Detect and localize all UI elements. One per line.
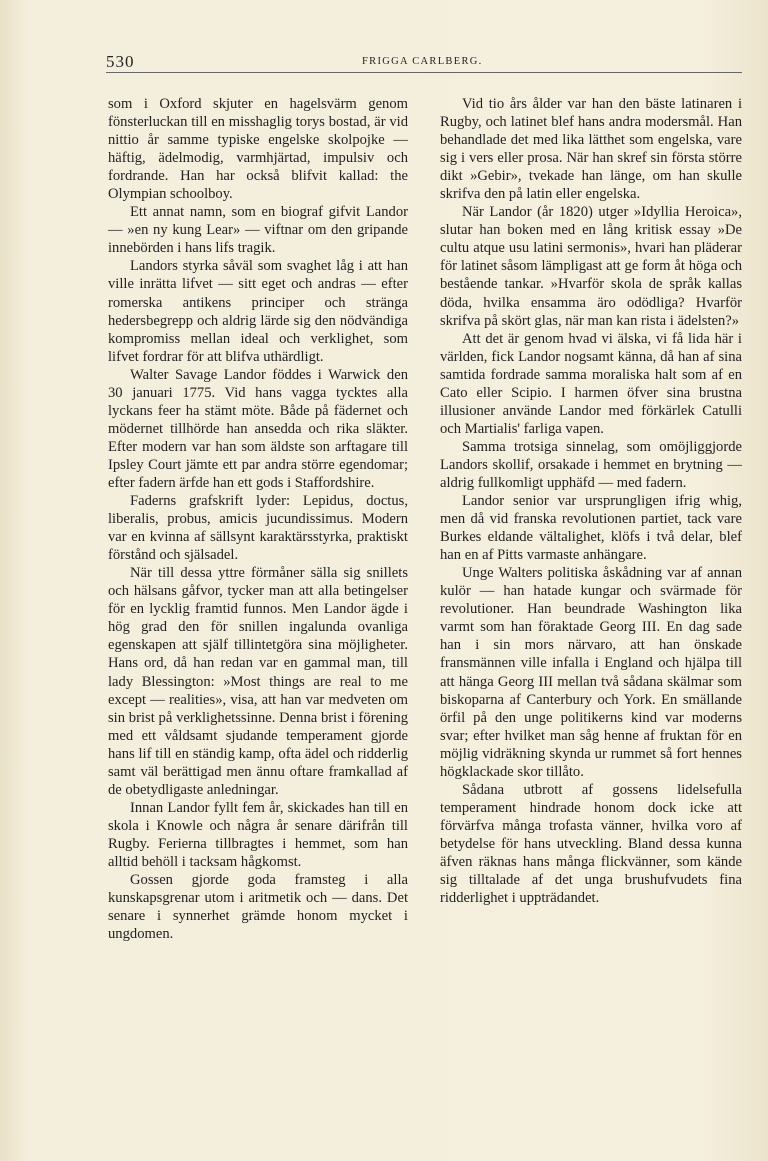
paragraph: som i Oxford skjuter en hagelsvärm genom fönsterluckan till en misshaglig torys bostad, är vid nittio år samme typiske engelske skolpojke — häftig, ädelmodig, varmhjärtad, impulsiv och fordrande. Han har också blifvit kallad: the Olympian schoolboy. [108, 96, 408, 203]
paragraph: Walter Savage Landor föddes i Warwick den 30 januari 1775. Vid hans vagga tycktes alla lyckans feer ha stämt möte. Både på fädernet och mödernet tillhörde han ansedda och rika släkter. Efter modern var han som äldste son arftagare till Ipsley Court jämte ett par andra större egendomar; efter fadern ärfde han ett gods i Staffordshire. [108, 366, 408, 491]
page-number: 530 [106, 52, 135, 71]
paragraph: Landor senior var ursprungligen ifrig whig, men då vid franska revolutionen partiet, tack vare Burkes eldande vältalighet, klöfs i två delar, blef han en af Pitts varmaste anhängare. [440, 493, 742, 564]
paragraph: Gossen gjorde goda framsteg i alla kunskapsgrenar utom i aritmetik och — dans. Det senare i synnerhet grämde honom mycket i ungdomen. [108, 872, 408, 943]
left-column [108, 95, 408, 943]
right-column [440, 95, 742, 907]
paragraph: Faderns grafskrift lyder: Lepidus, doctus, liberalis, probus, amicis jucundissimus. Modern var en kvinna af sällsynt karaktärsstyrka, praktiskt förstånd och själsadel. [108, 493, 408, 564]
paragraph: Ett annat namn, som en biograf gifvit Landor — »en ny kung Lear» — viftnar om den gripande innebörden i hans lifs tragik. [108, 204, 408, 257]
paragraph: Samma trotsiga sinnelag, som omöjliggjorde Landors skollif, orsakade i hemmet en brytning — aldrig fullkomligt upphäfd — med fadern. [440, 438, 742, 491]
paragraph: När Landor (år 1820) utger »Idyllia Heroica», slutar han boken med en lång kritisk essay »De cultu atque usu latini sermonis», hvari han pläderar för latinet såsom lämpligast att ge form åt höga och bestående tankar. »Hvarför skola de språk kallas döda, hvilka ensamma äro odödliga? Hvarför skrifva på skört glas, när man kan rista i ädelsten?» [440, 204, 742, 329]
paragraph: När till dessa yttre förmåner sälla sig snillets och hälsans gåfvor, tycker man att alla betingelser för en lycklig framtid funnos. Men Landor ägde i hög grad den för snillen ingalunda ovanliga egenskapen att själf tillintetgöra sina möjligheter. Hans ord, då han redan var en gammal man, till lady Blessington: »Most things are real to me except — realities», visa, att han var medveten om sin brist på verklighetssinne. Denna brist i förening med ett våldsamt sjudande temperament gjorde hans lif till en ständig kamp, ofta ädel och ridderlig samt väl berättigad men ännu oftare framkallad af de obetydligaste anledningar. [108, 565, 408, 798]
paragraph: Innan Landor fyllt fem år, skickades han till en skola i Knowle och några år senare därifrån till Rugby. Ferierna tillbragtes i hemmet, som han alltid behöll i tacksam hågkomst. [108, 799, 408, 870]
running-head: FRIGGA CARLBERG. [362, 56, 483, 67]
paragraph: Vid tio års ålder var han den bäste latinaren i Rugby, och latinet blef hans andra modersmål. Han behandlade det med lika lätthet som engelska, vare sig i vers eller prosa. När han skref sin första större dikt »Gebir», tvekade han länge, om han skulle skrifva den på latin eller engelska. [440, 96, 742, 203]
paragraph: Unge Walters politiska åskådning var af annan kulör — han hatade kungar och svärmade för revolutioner. Han beundrade Washington lika varmt som han föraktade Georg III. En dag sade han i sin mors närvaro, att han önskade fransmännen ville infalla i England och hjälpa till att hänga Georg III mellan två sådana skälmar som biskoparna af Canterbury och York. En smällande örfil på den unge politikerns kind var moderns svar; efter hvilket man såg henne af fruktan för en möjlig vidräkning skynda ur rummet så fort hennes högklackade skor tillåto. [440, 565, 742, 780]
paragraph: Landors styrka såväl som svaghet låg i att han ville inrätta lifvet — sitt eget och andras — efter romerska antikens principer och stränga hedersbegrepp och aldrig lärde sig den nödvändiga kompromiss mellan ideal och verklighet, som lifvet fordrar för att blifva uthärdligt. [108, 258, 408, 365]
paragraph: Sådana utbrott af gossens lidelsefulla temperament hindrade honom dock icke att förvärfva många trofasta vänner, hvilka voro af betydelse för hans utveckling. Bland dessa kunna äfven räknas hans många flickvänner, som kände sig tilltalade af det unga brushufvudets fina ridderlighet i uppträdandet. [440, 781, 742, 907]
header-rule [106, 72, 742, 73]
paragraph: Att det är genom hvad vi älska, vi få lida här i världen, fick Landor nogsamt känna, då han af sina samtida fordrade samma moraliska halt som af en Cato eller Scipio. I harmen öfver sina brustna illusioner använde Landor med förkärlek Catulli och Martialis' farliga vapen. [440, 330, 742, 437]
